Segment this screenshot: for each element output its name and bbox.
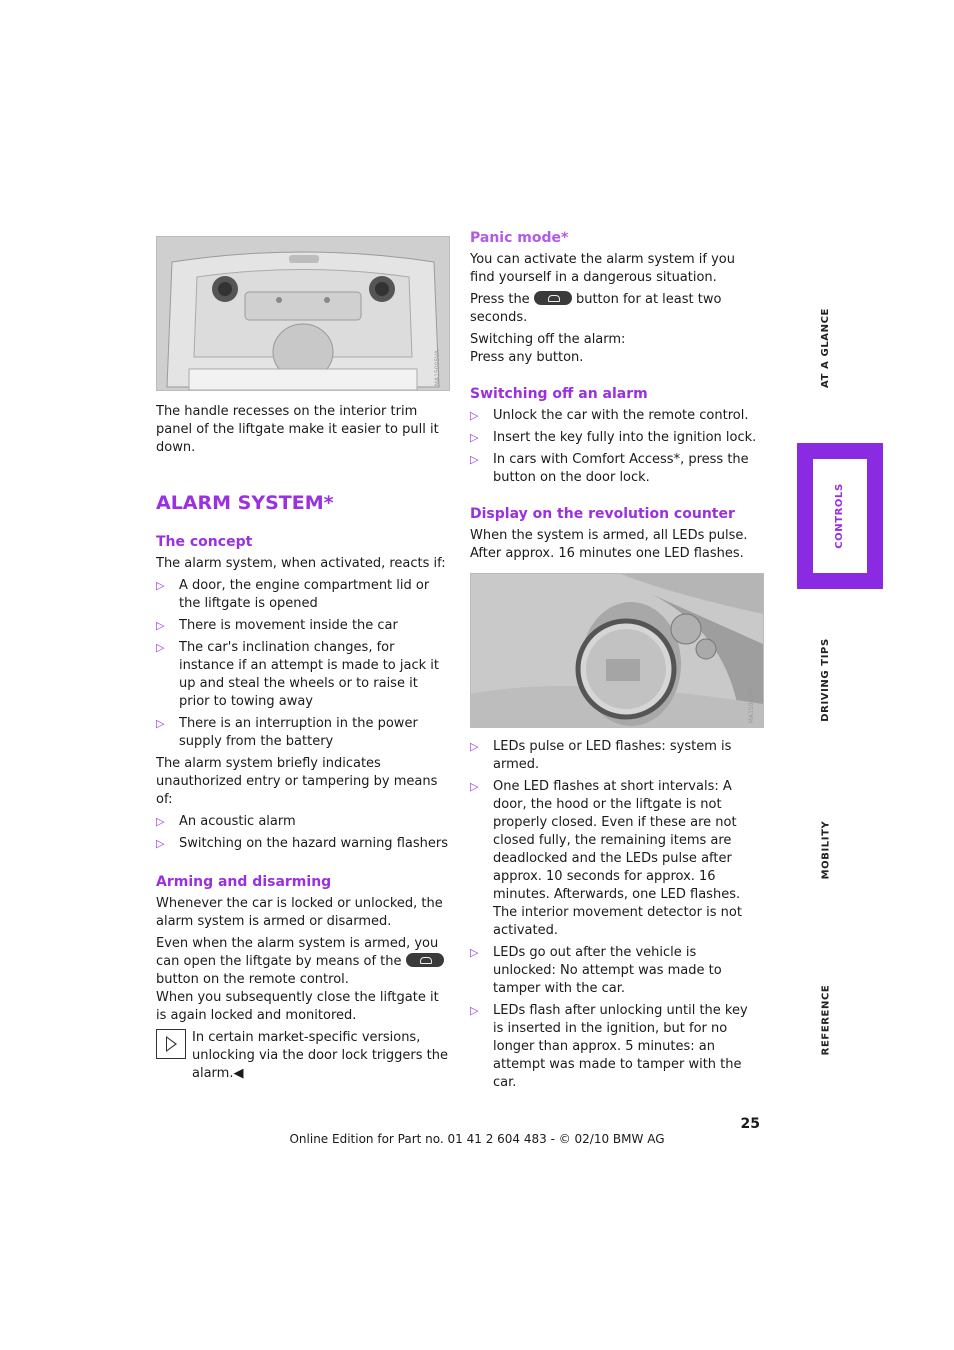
liftgate-handle-photo [156,236,450,391]
note-text: In certain market-specific versions, unlocking via the door lock triggers the alarm. [192,1030,448,1081]
bullet-arrow-icon: ▷ [470,1004,479,1017]
note-block [156,1029,448,1083]
list-item: ▷ There is an interruption in the power supply from the battery [156,716,418,749]
panic-p1: You can activate the alarm system if you find yourself in a dangerous situation. [470,252,735,285]
bullet-arrow-icon: ▷ [156,717,165,730]
arming-heading: Arming and disarming [156,874,332,890]
list-item: ▷ One LED flashes at short intervals: A door, the hood or the liftgate is not properly closed. Even if these are not closed fully, the remaining items are deadlocked and the LEDs pulse after approx. 10 seconds for approx. 16 minutes. Afterwards, one LED flashes. The interior movement detector is not activated. [470,779,742,938]
switchoff-list [470,407,762,487]
liftgate-key-icon [406,953,444,967]
bullet-arrow-icon: ▷ [470,740,479,753]
list-item: ▷ Switching on the hazard warning flashers [156,836,448,851]
list-item: ▷ There is movement inside the car [156,618,398,633]
panic-p4: Press any button. [470,350,584,365]
revolution-counter-illustration [471,574,763,727]
panic-p2: Press the button for at least two seconds. [470,292,722,325]
revolution-counter-photo [470,573,764,728]
list-item: ▷ Unlock the car with the remote control. [470,408,749,423]
panic-heading: Panic mode* [470,230,569,246]
page-number: 25 [740,1116,760,1132]
concept-list [156,577,448,751]
bullet-arrow-icon: ▷ [470,453,479,466]
list-item: ▷ In cars with Comfort Access*, press the button on the door lock. [470,452,749,485]
tab-controls[interactable]: CONTROLS [813,459,867,573]
bullet-arrow-icon: ▷ [470,780,479,793]
bullet-arrow-icon: ▷ [470,946,479,959]
panic-p3: Switching off the alarm: [470,332,626,347]
list-item: ▷ An acoustic alarm [156,814,296,829]
figure-code: MA15005VA [434,349,441,386]
page-title: ALARM SYSTEM* [156,492,334,514]
display-list [470,738,762,1092]
note-play-icon [156,1029,186,1059]
concept-heading: The concept [156,534,253,550]
bullet-arrow-icon: ▷ [470,431,479,444]
display-heading: Display on the revolution counter [470,506,735,522]
list-item: ▷ The car's inclination changes, for instance if an attempt is made to jack it up and steal the wheels or to raise it prior to towing away [156,640,439,709]
list-item: ▷ LEDs pulse or LED flashes: system is armed. [470,739,732,772]
tab-mobility[interactable]: MOBILITY [820,820,832,880]
list-item: ▷ LEDs flash after unlocking until the key is inserted in the ignition, but for no longer than approx. 5 minutes: an attempt was made to tamper with the car. [470,1003,748,1090]
figure-code: MA15003VA [748,686,755,723]
arming-p3: When you subsequently close the liftgate it is again locked and monitored. [156,990,439,1023]
bullet-arrow-icon: ▷ [156,579,165,592]
list-item: ▷ A door, the engine compartment lid or the liftgate is opened [156,578,430,611]
bullet-arrow-icon: ▷ [156,641,165,654]
tab-reference[interactable]: REFERENCE [820,984,832,1056]
right-column [470,229,762,1096]
left-column [156,236,448,1083]
arming-p2: Even when the alarm system is armed, you can open the liftgate by means of the button on the remote control. [156,935,448,989]
bullet-arrow-icon: ▷ [156,815,165,828]
switchoff-heading: Switching off an alarm [470,386,648,402]
footer: Online Edition for Part no. 01 41 2 604 483 - © 02/10 BMW AG [289,1132,665,1146]
bullet-arrow-icon: ▷ [156,837,165,850]
list-item: ▷ LEDs go out after the vehicle is unlocked: No attempt was made to tamper with the car. [470,945,722,996]
display-p1: When the system is armed, all LEDs pulse. After approx. 16 minutes one LED flashes. [470,528,748,561]
liftgate-illustration [157,237,449,390]
bullet-arrow-icon: ▷ [470,409,479,422]
tab-at-a-glance[interactable]: AT A GLANCE [820,307,832,388]
list-item: ▷ Insert the key fully into the ignition lock. [470,430,757,445]
bullet-arrow-icon: ▷ [156,619,165,632]
concept-intro: The alarm system, when activated, reacts if: [156,556,446,571]
indication-list [156,813,448,853]
concept-indicates: The alarm system briefly indicates unauthorized entry or tampering by means of: [156,756,438,807]
figure-caption: The handle recesses on the interior trim panel of the liftgate make it easier to pull it down. [156,404,439,455]
end-marker-icon: ◀ [233,1066,244,1081]
tab-driving-tips[interactable]: DRIVING TIPS [820,638,832,722]
liftgate-key-icon [534,291,572,305]
arming-p1: Whenever the car is locked or unlocked, the alarm system is armed or disarmed. [156,896,443,929]
